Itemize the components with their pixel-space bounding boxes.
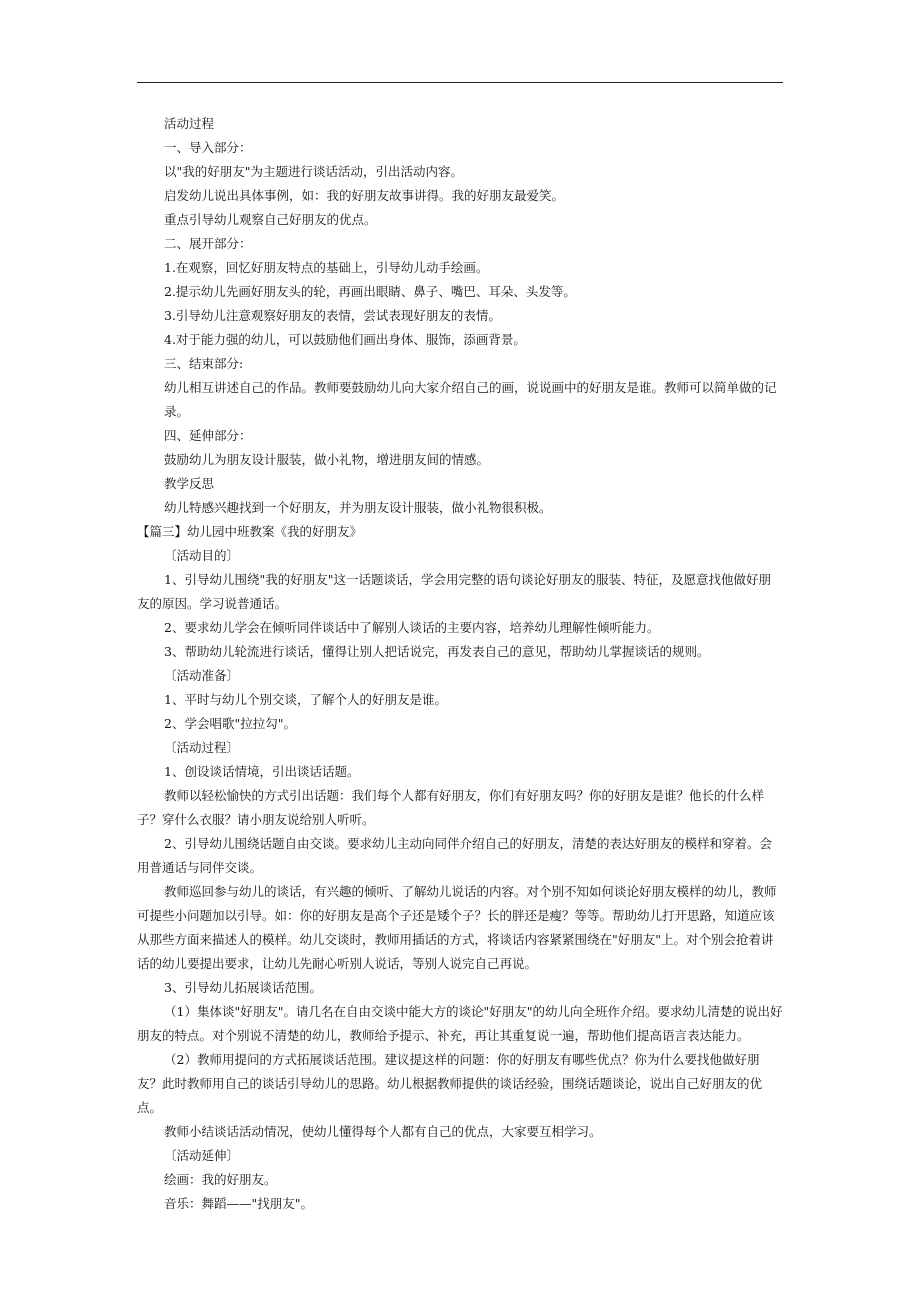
paragraph: 2、学会唱歌"拉拉勾"。	[164, 716, 296, 731]
paragraph: 启发幼儿说出具体事例，如：我的好朋友故事讲得。我的好朋友最爱笑。	[164, 188, 565, 203]
paragraph: 【篇三】幼儿园中班教案《我的好朋友》	[137, 524, 363, 539]
paragraph: （1）集体谈"好朋友"。请几名在自由交谈中能大方的谈论"好朋友"的幼儿向全班作介绍。要求幼儿清楚的说出好朋友的特点。对个别说不清楚的幼儿，教师给予提示、补充，再让其重复说一遍，帮助他们提高语言表达能力。	[137, 1004, 783, 1043]
paragraph: 3、帮助幼儿轮流进行谈话，懂得让别人把话说完，再发表自己的意见，帮助幼儿掌握谈话的规则。	[164, 644, 710, 659]
paragraph: 重点引导幼儿观察自己好朋友的优点。	[164, 212, 377, 227]
paragraph: 〔活动准备〕	[164, 668, 240, 683]
paragraph: 2、要求幼儿学会在倾听同伴谈话中了解别人谈话的主要内容，培养幼儿理解性倾听能力。	[164, 620, 660, 635]
paragraph: 幼儿特感兴趣找到一个好朋友，并为朋友设计服装，做小礼物很积极。	[164, 500, 552, 515]
paragraph: 鼓励幼儿为朋友设计服装，做小礼物，增进朋友间的情感。	[164, 452, 490, 467]
paragraph: 三、结束部分:	[164, 356, 244, 371]
paragraph: （2）教师用提问的方式拓展谈话范围。建议提这样的问题：你的好朋友有哪些优点？你为什么要找他做好朋友？此时教师用自己的谈话引导幼儿的思路。幼儿根据教师提供的谈话经验，围绕话题谈论，说出自己好朋友的优点。	[137, 1052, 763, 1115]
paragraph: 教师以轻松愉快的方式引出话题：我们每个人都有好朋友，你们有好朋友吗？你的好朋友是谁？他长的什么样子？穿什么衣服？请小朋友说给别人听听。	[137, 788, 765, 827]
paragraph: 一、导入部分：	[164, 140, 252, 155]
paragraph: 2.提示幼儿先画好朋友头的轮，再画出眼睛、鼻子、嘴巴、耳朵、头发等。	[164, 284, 576, 299]
header-rule	[137, 82, 783, 83]
paragraph: 以"我的好朋友"为主题进行谈话活动，引出活动内容。	[164, 164, 464, 179]
paragraph: 教师巡回参与幼儿的谈话，有兴趣的倾听、了解幼儿说话的内容。对个别不知如何谈论好朋友模样的幼儿，教师可提些小问题加以引导。如：你的好朋友是高个子还是矮个子？长的胖还是瘦？等等。帮助幼儿打开思路，知道应该从那些方面来描述人的模样。幼儿交谈时，教师用插话的方式，将谈话内容紧紧围绕在"好朋友"上。对个别会抢着讲话的幼儿要提出要求，让幼儿先耐心听别人说话，等别人说完自己再说。	[137, 884, 777, 971]
paragraph: 3、引导幼儿拓展谈话范围。	[164, 980, 322, 995]
paragraph: 幼儿相互讲述自己的作品。教师要鼓励幼儿向大家介绍自己的画，说说画中的好朋友是谁。教师可以简单做的记录。	[164, 380, 777, 419]
paragraph: 〔活动目的〕	[164, 548, 240, 563]
paragraph: 绘画：我的好朋友。	[164, 1172, 277, 1187]
paragraph: 4.对于能力强的幼儿，可以鼓励他们画出身体、服饰，添画背景。	[164, 332, 526, 347]
paragraph: 〔活动延伸〕	[164, 1148, 240, 1163]
paragraph: 活动过程	[164, 116, 215, 131]
paragraph: 二、展开部分：	[164, 236, 252, 251]
paragraph: 四、延伸部分：	[164, 428, 252, 443]
paragraph: 1、创设谈话情境，引出谈话话题。	[164, 764, 360, 779]
paragraph: 3.引导幼儿注意观察好朋友的表情，尝试表现好朋友的表情。	[164, 308, 501, 323]
paragraph: 〔活动过程〕	[164, 740, 240, 755]
paragraph: 教师小结谈话活动情况，使幼儿懂得每个人都有自己的优点，大家要互相学习。	[164, 1124, 602, 1139]
paragraph: 1、平时与幼儿个别交谈，了解个人的好朋友是谁。	[164, 692, 447, 707]
paragraph: 教学反思	[164, 476, 215, 491]
document-body	[137, 112, 783, 1216]
paragraph: 1、引导幼儿围绕"我的好朋友"这一话题谈话，学会用完整的语句谈论好朋友的服装、特征，及愿意找他做好朋友的原因。学习说普通话。	[137, 572, 771, 611]
paragraph: 音乐：舞蹈——"找朋友"。	[164, 1196, 313, 1211]
paragraph: 2、引导幼儿围绕话题自由交谈。要求幼儿主动向同伴介绍自己的好朋友，清楚的表达好朋友的模样和穿着。会用普通话与同伴交谈。	[137, 836, 772, 875]
paragraph: 1.在观察，回忆好朋友特点的基础上，引导幼儿动手绘画。	[164, 260, 489, 275]
